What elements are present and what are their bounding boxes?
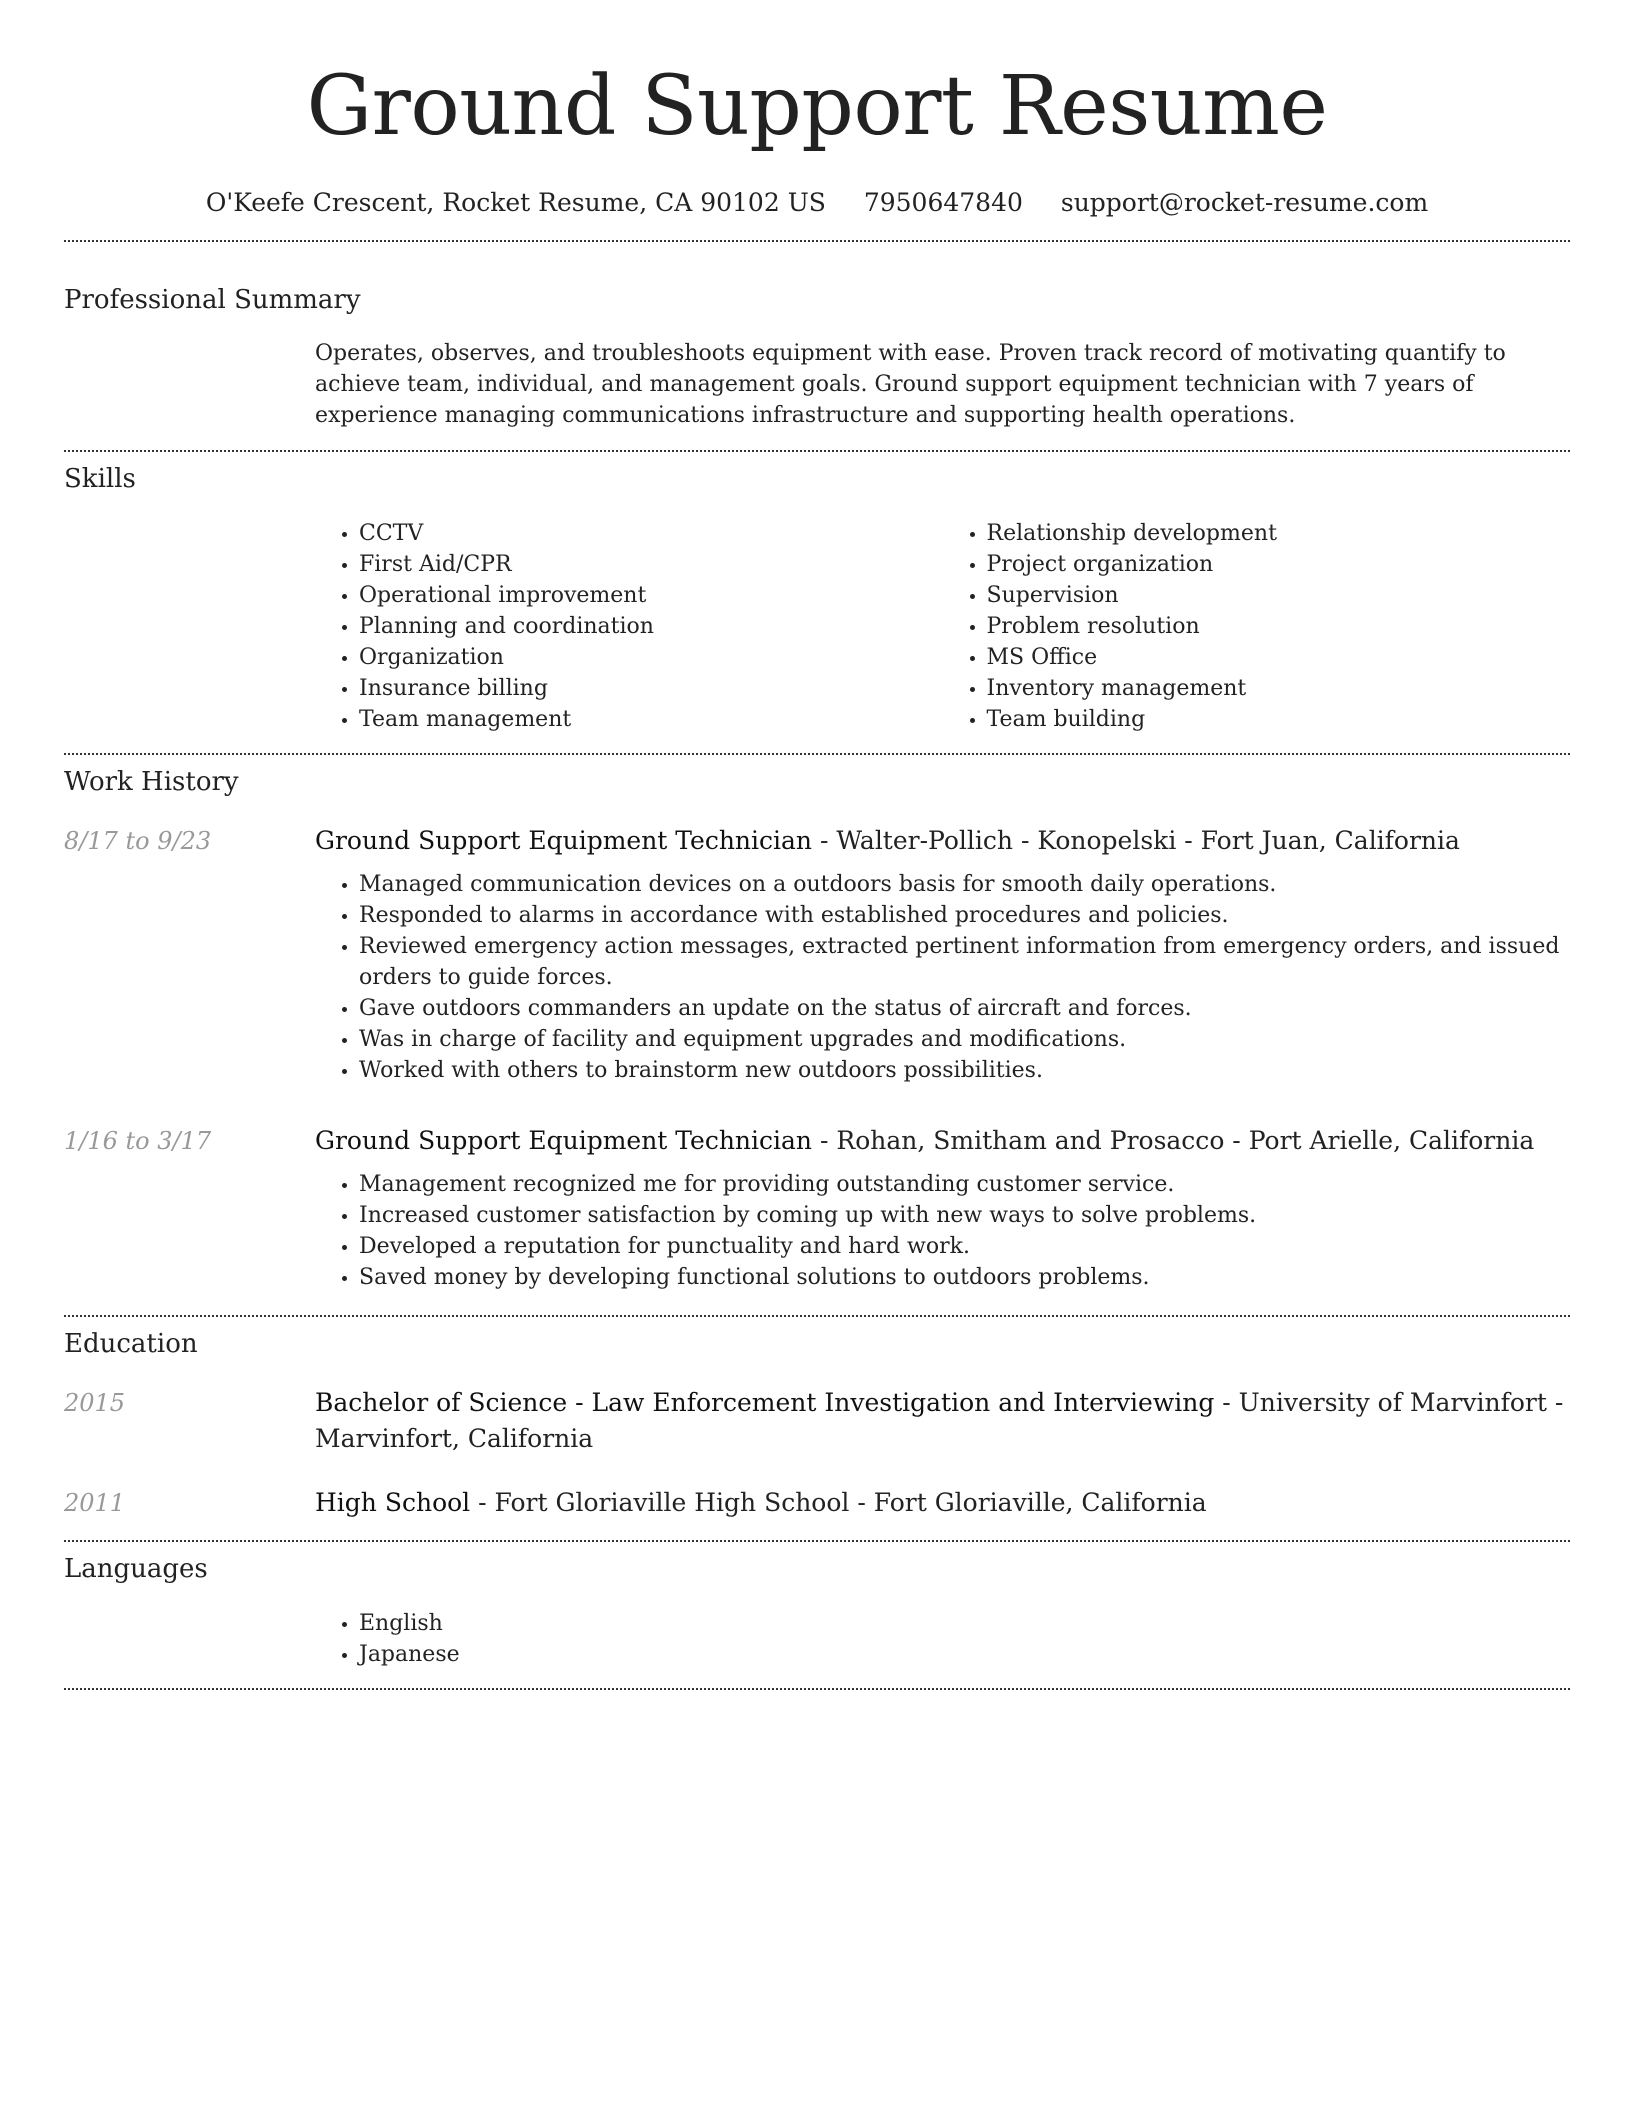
section-title: Education: [64, 1329, 198, 1359]
skill-item: • Team building: [987, 704, 1571, 735]
divider: [64, 1688, 1570, 1690]
job-bullet: • Developed a reputation for punctuality and hard work.: [359, 1231, 1570, 1262]
skill-item: • Relationship development: [987, 518, 1571, 549]
job-bullet: • Saved money by developing functional solutions to outdoors problems.: [359, 1262, 1570, 1293]
section-title: Languages: [64, 1554, 208, 1584]
edu-school: - University of Marvinfort - Marvinfort, California: [315, 1388, 1564, 1453]
job-dates: 8/17 to 9/23: [64, 827, 212, 855]
email: support@rocket-resume.com: [1060, 188, 1429, 217]
skill-item: • MS Office: [987, 642, 1571, 673]
edu-entry: [315, 1385, 1570, 1457]
languages-list: [315, 1608, 1570, 1670]
job-employer: - Walter-Pollich - Konopelski - Fort Juan, California: [812, 826, 1460, 855]
job-bullet: • Reviewed emergency action messages, extracted pertinent information from emergency orders, and issued orders to guide forces.: [359, 931, 1570, 993]
skill-item: • First Aid/CPR: [359, 549, 943, 580]
job-employer: - Rohan, Smitham and Prosacco - Port Arielle, California: [812, 1126, 1535, 1155]
resume-name: Ground Support Resume: [306, 59, 1328, 154]
job-entry: [315, 823, 1570, 1086]
edu-entry: [315, 1485, 1570, 1521]
job-bullet: • Responded to alarms in accordance with established procedures and policies.: [359, 900, 1570, 931]
divider: [64, 753, 1570, 755]
languages-section: [64, 1552, 1570, 1672]
job-bullets: [315, 1169, 1570, 1293]
job-role: Ground Support Equipment Technician: [315, 1126, 813, 1155]
skills-list-left: [315, 518, 943, 735]
summary-section: [64, 283, 1570, 433]
work-section: [64, 765, 1570, 1305]
contact-line: [64, 186, 1570, 220]
edu-school: - Fort Gloriaville High School - Fort Gloriaville, California: [470, 1488, 1207, 1517]
languages-body: [315, 1608, 1570, 1670]
job-bullet: • Gave outdoors commanders an update on the status of aircraft and forces.: [359, 993, 1570, 1024]
divider: [64, 240, 1570, 242]
skills-list-right: [943, 518, 1571, 735]
skill-item: • Operational improvement: [359, 580, 943, 611]
skill-item: • Team management: [359, 704, 943, 735]
section-title: Work History: [64, 767, 239, 797]
resume-page: [64, 0, 1570, 1667]
section-title: Professional Summary: [64, 285, 361, 315]
edu-degree: High School: [315, 1488, 471, 1517]
job-entry: [315, 1123, 1570, 1293]
education-section: [64, 1327, 1570, 1527]
skill-item: • CCTV: [359, 518, 943, 549]
summary-text: Operates, observes, and troubleshoots equipment with ease. Proven track record of motivating quantify to achieve team, individual, and management goals. Ground support equipment technician with 7 years of experience managing communications infrastructure and supporting health operations.: [315, 341, 1506, 428]
divider: [64, 450, 1570, 452]
skills-grid: [315, 518, 1570, 735]
job-bullets: [315, 869, 1570, 1086]
edu-year: 2011: [64, 1489, 126, 1517]
skill-item: • Planning and coordination: [359, 611, 943, 642]
skills-section: [64, 462, 1570, 732]
address: O'Keefe Crescent, Rocket Resume, CA 90102 US: [205, 188, 826, 217]
language-item: • English: [359, 1608, 1570, 1639]
job-bullet: • Worked with others to brainstorm new outdoors possibilities.: [359, 1055, 1570, 1086]
skill-item: • Supervision: [987, 580, 1571, 611]
divider: [64, 1315, 1570, 1317]
edu-degree: Bachelor of Science - Law Enforcement Investigation and Interviewing: [315, 1388, 1215, 1417]
skill-item: • Organization: [359, 642, 943, 673]
job-role: Ground Support Equipment Technician: [315, 826, 813, 855]
job-heading: [315, 1123, 1570, 1159]
job-dates: 1/16 to 3/17: [64, 1127, 212, 1155]
edu-year: 2015: [64, 1389, 126, 1417]
phone: 7950647840: [863, 188, 1023, 217]
divider: [64, 1540, 1570, 1542]
job-bullet: • Managed communication devices on a outdoors basis for smooth daily operations.: [359, 869, 1570, 900]
job-bullet: • Management recognized me for providing outstanding customer service.: [359, 1169, 1570, 1200]
skill-item: • Inventory management: [987, 673, 1571, 704]
job-heading: [315, 823, 1570, 859]
language-item: • Japanese: [359, 1639, 1570, 1670]
skill-item: • Insurance billing: [359, 673, 943, 704]
skill-item: • Project organization: [987, 549, 1571, 580]
section-title: Skills: [64, 464, 136, 494]
job-bullet: • Was in charge of facility and equipment upgrades and modifications.: [359, 1024, 1570, 1055]
job-bullet: • Increased customer satisfaction by coming up with new ways to solve problems.: [359, 1200, 1570, 1231]
skill-item: • Problem resolution: [987, 611, 1571, 642]
